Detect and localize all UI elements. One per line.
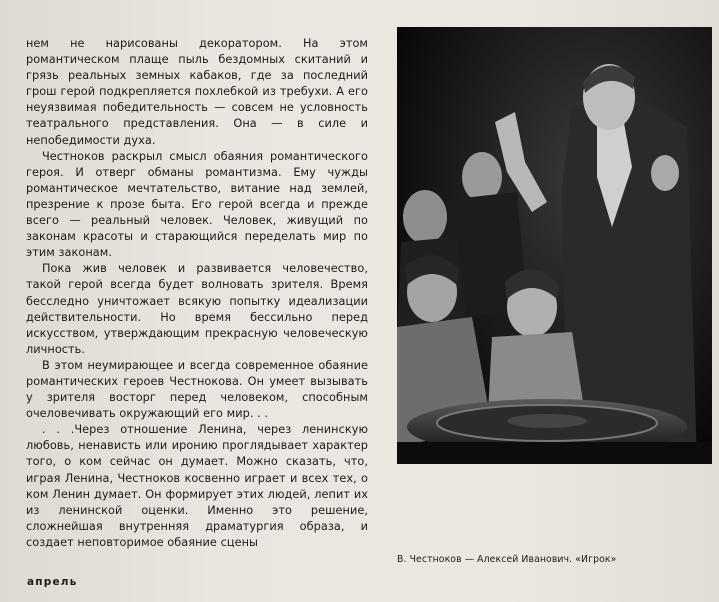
article-paragraph: . . .Через отношение Ленина, через ленинскую любовь, ненависть или иронию проглядывает характер того, о ком сейчас он думает. Можно сказать, что, играя Ленина, Честноков косвенно играет и всех тех, о ком Ленин думает. Он формирует этих людей, лепит их из ленинской оценки. Именно это решение, сложнейшая внутренняя драматургия образа, и создает неповторимое обаяние сцены: [26, 423, 368, 549]
article-paragraph: Пока жив человек и развивается человечество, такой герой всегда будет волновать зрителя. Время бесследно уничтожает всякую попытку идеализации действительности. Но время бессильно перед искусством, утверждающим прекрасную человеческую личность.: [26, 262, 368, 356]
article-text-column: [26, 36, 368, 551]
theatre-photo: [397, 27, 712, 464]
article-paragraph: В этом неумирающее и всегда современное обаяние романтических героев Честнокова. Он умеет вызывать у зрителя восторг перед человеком, способным очеловечивать окружающий его мир. . .: [26, 358, 368, 421]
article-paragraph: Честноков раскрыл смысл обаяния романтического героя. И отверг обманы романтизма. Ему чужды романтическое мечтательство, витание над землей, презрение к прозе быта. Его герой всегда и прежде всего — реальный человек. Человек, живущий по законам красоты и старающийся переделать мир по этим законам.: [26, 149, 368, 260]
photo-caption: В. Честноков — Алексей Иванович. «Игрок»: [397, 554, 617, 565]
page-footer-section: апрель: [27, 576, 78, 588]
theatre-photo-illustration: [397, 27, 712, 464]
article-paragraph: нем не нарисованы декоратором. На этом романтическом плаще пыль бездомных скитаний и грязь реальных земных кабаков, где за последний грош герой подкрепляется похлебкой из требухи. А его неуязвимая победительность — совсем не условность театрального представления. Она — в силе и непобедимости духа.: [26, 37, 368, 147]
